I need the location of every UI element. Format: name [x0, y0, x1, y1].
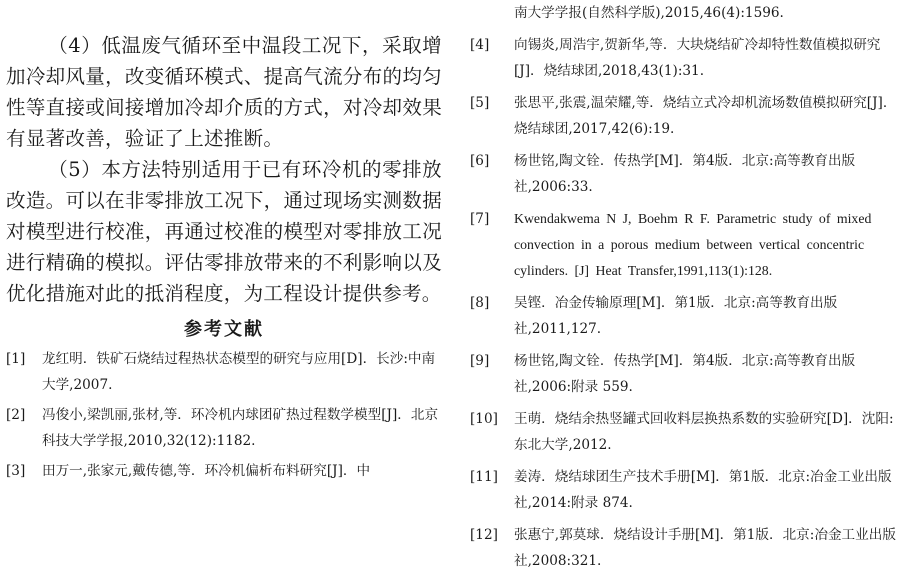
reference-item	[470, 290, 900, 342]
reference-text: 杨世铭,陶文铨．传热学[M]．第4版．北京:高等教育出版社,2006:附录 559.	[514, 353, 856, 395]
conclusion-paragraph-5	[6, 154, 442, 309]
reference-item	[470, 90, 900, 142]
reference-text: 张思平,张震,温荣耀,等．烧结立式冷却机流场数值模拟研究[J]．烧结球团,2017,42(6):19.	[514, 95, 897, 137]
reference-number: [6]	[470, 153, 490, 169]
reference-number: [5]	[470, 95, 490, 111]
paragraph-text: （4）低温废气循环至中温段工况下，采取增加冷却风量，改变循环模式、提高气流分布的均匀性等直接或间接增加冷却介质的方式，对冷却效果有显著改善，验证了上述推断。	[6, 34, 442, 150]
references-title: 参考文献	[184, 319, 264, 340]
reference-continuation	[470, 0, 900, 26]
reference-number: [4]	[470, 37, 490, 53]
paragraph-text: （5）本方法特别适用于已有环冷机的零排放改造。可以在非零排放工况下，通过现场实测数据对模型进行校准，再通过校准的模型对零排放工况进行精确的模拟。评估零排放带来的不利影响以及优化措施对此的抵消程度，为工程设计提供参考。	[6, 158, 442, 305]
reference-text: 张惠宁,郭莫球．烧结设计手册[M]．第1版．北京:冶金工业出版社,2008:321.	[514, 527, 896, 569]
reference-text: 王萌．烧结余热竖罐式回收料层换热系数的实验研究[D]．沈阳:东北大学,2012.	[514, 411, 894, 453]
reference-number: [3]	[6, 463, 26, 479]
reference-item	[6, 458, 442, 484]
reference-number: [12]	[470, 527, 498, 543]
reference-item	[470, 148, 900, 200]
reference-number: [10]	[470, 411, 498, 427]
reference-text: 南大学学报(自然科学版),2015,46(4):1596.	[514, 5, 784, 21]
reference-text: 吴铿．冶金传输原理[M]．第1版．北京:高等教育出版社,2011,127.	[514, 295, 838, 337]
reference-text: Kwendakwema N J, Boehm R F. Parametric study of mixed convection in a porous medium between vertical concentric cylinders. [J] Heat Transfer,1991,113(1):128.	[514, 211, 872, 278]
right-column	[470, 0, 900, 574]
reference-item	[470, 32, 900, 84]
reference-number: [1]	[6, 351, 26, 367]
reference-item	[470, 406, 900, 458]
reference-item	[470, 522, 900, 574]
reference-number: [11]	[470, 469, 498, 485]
reference-number: [8]	[470, 295, 490, 311]
reference-item	[470, 348, 900, 400]
reference-text: 田万一,张家元,戴传德,等．环冷机偏析布料研究[J]．中	[42, 463, 371, 479]
reference-item	[6, 346, 442, 398]
reference-text: 姜涛．烧结球团生产技术手册[M]．第1版．北京:冶金工业出版社,2014:附录 874.	[514, 469, 892, 511]
reference-item	[6, 402, 442, 454]
conclusion-paragraph-4	[6, 30, 442, 154]
reference-text: 杨世铭,陶文铨．传热学[M]．第4版．北京:高等教育出版社,2006:33.	[514, 153, 856, 195]
left-column	[6, 30, 442, 484]
reference-number: [9]	[470, 353, 490, 369]
reference-number: [2]	[6, 407, 26, 423]
reference-item	[470, 464, 900, 516]
reference-text: 冯俊小,梁凯丽,张材,等．环冷机内球团矿热过程数学模型[J]．北京科技大学学报,2010,32(12):1182.	[42, 407, 439, 449]
reference-item	[470, 206, 900, 284]
reference-text: 龙红明．铁矿石烧结过程热状态模型的研究与应用[D]．长沙:中南大学,2007.	[42, 351, 436, 393]
reference-number: [7]	[470, 211, 490, 227]
reference-text: 向锡炎,周浩宇,贺新华,等．大块烧结矿冷却特性数值模拟研究[J]．烧结球团,2018,43(1):31.	[514, 37, 881, 79]
